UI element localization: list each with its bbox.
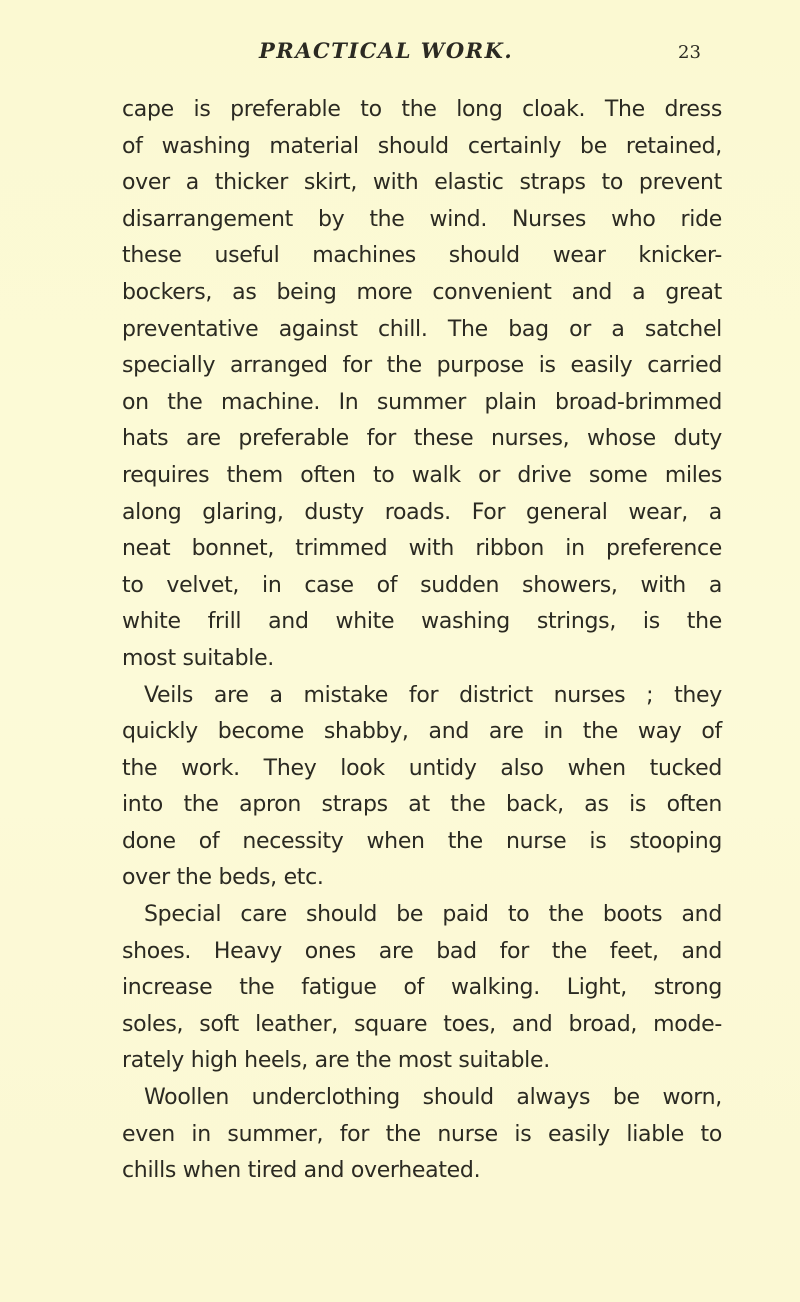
text-line: Woollen underclothing should always be worn, [144,1085,722,1111]
text-line: these useful machines should wear knicker- [122,243,722,269]
text-line: along glaring, dusty roads. For general wear, a [122,499,722,525]
text-line: most suitable. [122,645,275,671]
page-header [0,38,800,78]
body-text [122,92,722,1190]
text-line: specially arranged for the purpose is easily carried [122,353,722,379]
text-line: shoes. Heavy ones are bad for the feet, and [122,938,722,964]
text-line: cape is preferable to the long cloak. The dress [122,97,722,122]
text-line: requires them often to walk or drive some miles [122,462,722,488]
text-line: quickly become shabby, and are in the way of [122,719,722,745]
text-line: rately high heels, are the most suitable. [122,1048,550,1074]
text-line: over a thicker skirt, with elastic straps to prevent [122,170,722,196]
text-line: even in summer, for the nurse is easily liable to [122,1121,722,1147]
text-line: over the beds, etc. [122,865,324,891]
text-line: soles, soft leather, square toes, and broad, mode- [122,1011,722,1037]
text-line: bockers, as being more convenient and a great [122,279,722,305]
text-line: to velvet, in case of sudden showers, with a [122,572,722,598]
text-line: Veils are a mistake for district nurses ; they [144,682,722,708]
text-line: neat bonnet, trimmed with ribbon in preference [122,536,722,562]
page-number: 23 [678,42,701,63]
text-line: into the apron straps at the back, as is often [122,792,722,818]
text-line: increase the fatigue of walking. Light, strong [122,975,722,1001]
text-line: the work. They look untidy also when tucked [122,755,722,781]
text-line: of washing material should certainly be retained, [122,133,722,159]
text-line: Special care should be paid to the boots and [144,902,722,928]
text-line: disarrangement by the wind. Nurses who ride [122,206,722,232]
text-line: on the machine. In summer plain broad-brimmed [122,389,722,415]
text-line: hats are preferable for these nurses, whose duty [122,426,722,452]
text-line: chills when tired and overheated. [122,1158,481,1184]
running-title: PRACTICAL WORK. [259,38,514,63]
text-line: white frill and white washing strings, is the [122,609,722,635]
text-line: preventative against chill. The bag or a satchel [122,316,722,342]
text-line: done of necessity when the nurse is stooping [122,828,722,854]
